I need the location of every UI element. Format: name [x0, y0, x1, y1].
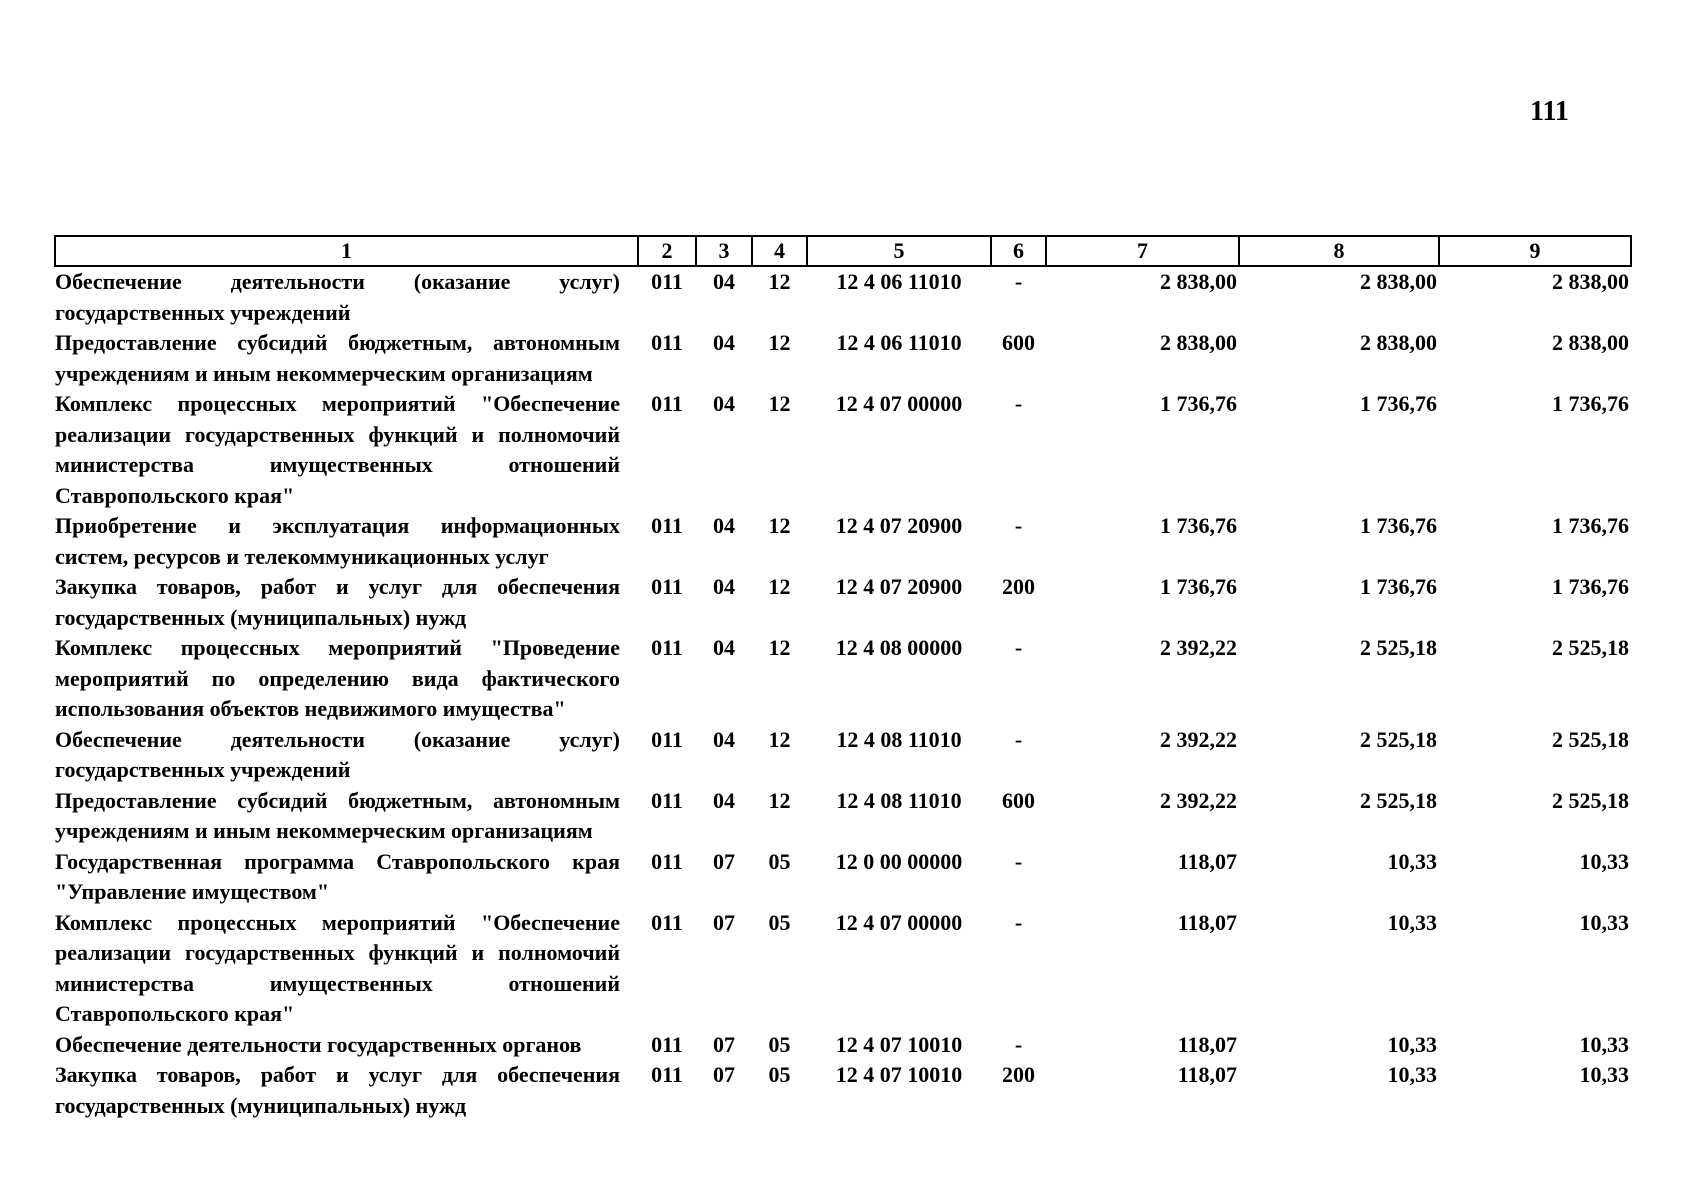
row-amount-7-cell: 1 736,76 — [1160, 574, 1237, 599]
row-col3-cell: 04 — [713, 330, 735, 355]
row-col3-cell: 04 — [713, 787, 735, 813]
row-type-cell: - — [1014, 391, 1023, 416]
page-number: 111 — [1530, 96, 1569, 127]
row-col4-cell: 12 — [768, 391, 791, 416]
table-body — [55, 266, 1631, 1121]
header-col-6: 6 — [991, 236, 1046, 266]
row-col4-cell: 05 — [768, 1062, 791, 1087]
row-name-cell: Приобретение и эксплуатация информационных систем, ресурсов и телекоммуникационных услуг — [55, 513, 620, 569]
row-code-cell: 12 4 08 11010 — [836, 787, 962, 813]
row-col3-cell: 07 — [713, 848, 735, 874]
table-row — [55, 847, 1631, 908]
row-amount-9-cell: 10,33 — [1579, 1031, 1629, 1057]
table-row — [55, 1030, 1631, 1061]
row-col3-cell: 07 — [713, 1062, 735, 1087]
row-amount-8-cell: 10,33 — [1387, 1062, 1437, 1087]
row-type-cell: - — [1014, 909, 1023, 935]
row-col2-cell: 011 — [651, 391, 683, 416]
row-col4-cell: 12 — [768, 787, 791, 813]
row-code-cell: 12 4 08 00000 — [835, 635, 963, 660]
row-col2-cell: 011 — [651, 787, 683, 813]
row-type-cell: 200 — [1002, 574, 1035, 599]
row-type-cell: 200 — [1002, 1062, 1035, 1087]
row-amount-9-cell: 1 736,76 — [1552, 391, 1629, 416]
table-row — [55, 511, 1631, 572]
row-amount-7-cell: 2 392,22 — [1160, 726, 1237, 752]
row-col2-cell: 011 — [651, 909, 683, 935]
row-amount-7-cell: 2 838,00 — [1160, 269, 1237, 294]
row-name-cell: Закупка товаров, работ и услуг для обеспечения государственных (муниципальных) нужд — [55, 1062, 620, 1118]
row-name-cell: Комплекс процессных мероприятий "Обеспечение реализации государственных функций и полномочий министерства имущественных отношений Ставропольского края" — [55, 909, 620, 1026]
table-row — [55, 786, 1631, 847]
row-col4-cell: 05 — [768, 909, 791, 935]
row-col4-cell: 12 — [768, 513, 791, 538]
row-amount-9-cell: 10,33 — [1579, 848, 1629, 874]
row-amount-8-cell: 2 838,00 — [1360, 269, 1437, 294]
row-amount-8-cell: 1 736,76 — [1360, 391, 1437, 416]
table-row — [55, 572, 1631, 633]
row-col4-cell: 12 — [768, 635, 791, 660]
row-amount-8-cell: 2 525,18 — [1360, 787, 1437, 813]
header-col-9: 9 — [1439, 236, 1631, 266]
row-code-cell: 12 4 07 20900 — [835, 574, 963, 599]
row-col2-cell: 011 — [651, 848, 683, 874]
row-col3-cell: 04 — [713, 574, 735, 599]
row-type-cell: - — [1014, 513, 1023, 538]
row-amount-7-cell: 118,07 — [1177, 848, 1237, 874]
table-row — [55, 1060, 1631, 1121]
header-col-7: 7 — [1046, 236, 1239, 266]
row-col3-cell: 04 — [713, 726, 735, 752]
row-type-cell: - — [1014, 726, 1023, 752]
row-name-cell: Обеспечение деятельности (оказание услуг) государственных учреждений — [55, 269, 620, 325]
row-col4-cell: 05 — [768, 848, 791, 874]
row-type-cell: 600 — [1002, 330, 1035, 355]
row-col4-cell: 12 — [768, 574, 791, 599]
row-name-cell: Обеспечение деятельности (оказание услуг) государственных учреждений — [55, 726, 620, 782]
row-name-cell: Государственная программа Ставропольского края "Управление имуществом" — [55, 848, 620, 904]
row-name-cell: Комплекс процессных мероприятий "Проведение мероприятий по определению вида фактического использования объектов недвижимого имущества" — [55, 635, 620, 721]
row-code-cell: 12 4 06 11010 — [836, 330, 962, 355]
row-name-cell: Комплекс процессных мероприятий "Обеспечение реализации государственных функций и полномочий министерства имущественных отношений Ставропольского края" — [55, 391, 620, 508]
row-name-cell: Закупка товаров, работ и услуг для обеспечения государственных (муниципальных) нужд — [55, 574, 620, 630]
row-amount-9-cell: 10,33 — [1579, 909, 1629, 935]
row-amount-7-cell: 2 838,00 — [1160, 330, 1237, 355]
row-code-cell: 12 4 07 10010 — [835, 1031, 963, 1057]
row-amount-7-cell: 1 736,76 — [1160, 391, 1237, 416]
header-col-4: 4 — [752, 236, 807, 266]
row-amount-7-cell: 118,07 — [1177, 1031, 1237, 1057]
table-row — [55, 389, 1631, 511]
row-name-cell: Обеспечение деятельности государственных органов — [55, 1031, 582, 1057]
row-amount-9-cell: 2 525,18 — [1552, 635, 1629, 660]
row-code-cell: 12 4 07 20900 — [835, 513, 963, 538]
row-col2-cell: 011 — [651, 269, 683, 294]
row-type-cell: - — [1014, 635, 1023, 660]
row-amount-8-cell: 1 736,76 — [1360, 513, 1437, 538]
row-col2-cell: 011 — [651, 330, 683, 355]
row-col4-cell: 05 — [768, 1031, 791, 1057]
row-amount-9-cell: 2 838,00 — [1552, 269, 1629, 294]
table-row — [55, 633, 1631, 725]
header-col-2: 2 — [638, 236, 696, 266]
row-amount-8-cell: 1 736,76 — [1360, 574, 1437, 599]
row-name-cell: Предоставление субсидий бюджетным, автономным учреждениям и иным некоммерческим организациям — [55, 330, 620, 386]
row-code-cell: 12 4 06 11010 — [836, 269, 962, 294]
row-amount-9-cell: 2 838,00 — [1552, 330, 1629, 355]
row-col2-cell: 011 — [651, 726, 683, 752]
row-amount-8-cell: 2 525,18 — [1360, 635, 1437, 660]
row-amount-9-cell: 1 736,76 — [1552, 574, 1629, 599]
header-col-8: 8 — [1239, 236, 1439, 266]
table-row — [55, 266, 1631, 328]
row-col3-cell: 04 — [713, 513, 735, 538]
row-amount-7-cell: 1 736,76 — [1160, 513, 1237, 538]
row-amount-9-cell: 2 525,18 — [1552, 726, 1629, 752]
row-code-cell: 12 0 00 00000 — [835, 848, 963, 874]
row-amount-9-cell: 2 525,18 — [1552, 787, 1629, 813]
row-amount-8-cell: 2 525,18 — [1360, 726, 1437, 752]
row-col4-cell: 12 — [768, 330, 791, 355]
header-col-3: 3 — [696, 236, 752, 266]
row-code-cell: 12 4 07 00000 — [835, 909, 963, 935]
row-amount-8-cell: 10,33 — [1387, 909, 1437, 935]
budget-table — [54, 235, 1632, 1121]
row-name-cell: Предоставление субсидий бюджетным, автономным учреждениям и иным некоммерческим организациям — [55, 787, 620, 843]
row-col3-cell: 04 — [713, 635, 735, 660]
row-col3-cell: 04 — [713, 391, 735, 416]
row-amount-7-cell: 2 392,22 — [1160, 787, 1237, 813]
row-col2-cell: 011 — [651, 574, 683, 599]
row-col2-cell: 011 — [651, 635, 683, 660]
row-amount-7-cell: 2 392,22 — [1160, 635, 1237, 660]
header-col-5: 5 — [807, 236, 991, 266]
row-col3-cell: 07 — [713, 909, 735, 935]
row-type-cell: 600 — [1002, 787, 1035, 813]
header-col-1: 1 — [55, 236, 638, 266]
row-code-cell: 12 4 07 00000 — [835, 391, 963, 416]
row-col2-cell: 011 — [651, 1062, 683, 1087]
row-col4-cell: 12 — [768, 726, 791, 752]
row-amount-8-cell: 10,33 — [1387, 1031, 1437, 1057]
row-amount-7-cell: 118,07 — [1177, 1062, 1237, 1087]
row-amount-9-cell: 10,33 — [1579, 1062, 1629, 1087]
row-code-cell: 12 4 07 10010 — [835, 1062, 963, 1087]
row-type-cell: - — [1014, 1031, 1023, 1057]
table-header-row — [55, 236, 1631, 266]
row-code-cell: 12 4 08 11010 — [836, 726, 962, 752]
row-amount-7-cell: 118,07 — [1177, 909, 1237, 935]
row-type-cell: - — [1014, 848, 1023, 874]
row-col2-cell: 011 — [651, 513, 683, 538]
row-amount-8-cell: 10,33 — [1387, 848, 1437, 874]
table-row — [55, 328, 1631, 389]
table-row — [55, 908, 1631, 1030]
row-col2-cell: 011 — [651, 1031, 683, 1057]
row-type-cell: - — [1014, 269, 1023, 294]
row-col4-cell: 12 — [768, 269, 791, 294]
row-col3-cell: 04 — [713, 269, 735, 294]
row-amount-8-cell: 2 838,00 — [1360, 330, 1437, 355]
table-row — [55, 725, 1631, 786]
row-amount-9-cell: 1 736,76 — [1552, 513, 1629, 538]
row-col3-cell: 07 — [713, 1031, 735, 1057]
